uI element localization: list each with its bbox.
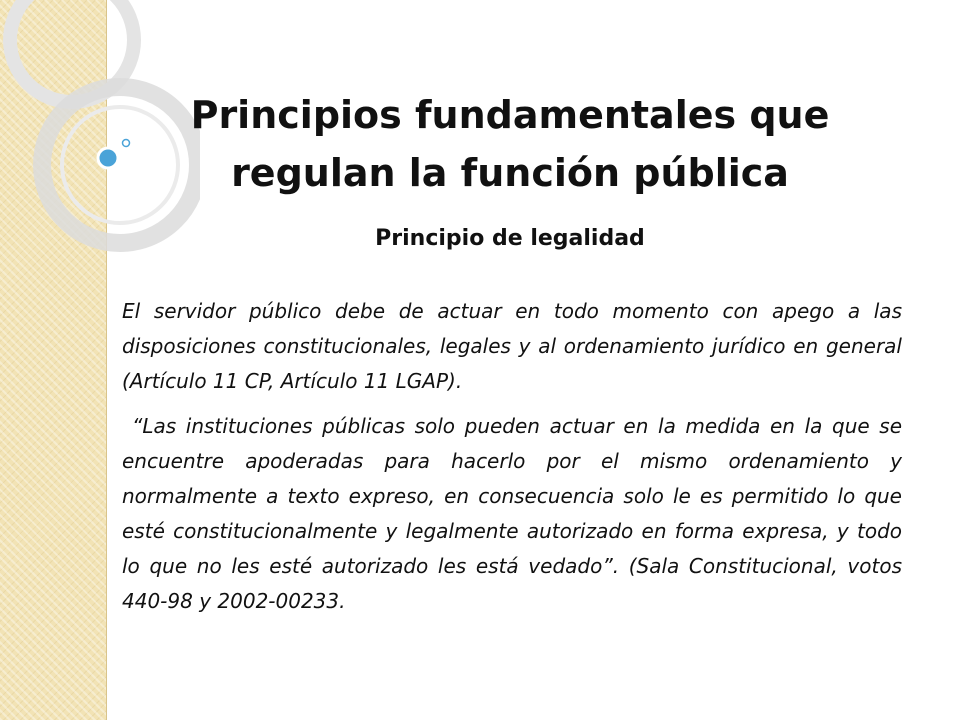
- title-line-1: Principios fundamentales que: [190, 93, 830, 137]
- paragraph-2: “Las instituciones públicas solo pueden actuar en la medida en la que se encuentre apoderadas para hacerlo por el mismo ordenamiento y normalmente a texto expreso, en consecuencia solo le es permitido lo que esté constitucionalmente y legalmente autorizado en forma expresa, y todo lo que no les esté autorizado les está vedado”. (Sala Constitucional, votos 440-98 y 2002-00233.: [122, 414, 902, 613]
- blue-dot: [98, 148, 118, 168]
- slide-title: [140, 86, 880, 202]
- small-dot: [123, 140, 130, 147]
- title-line-2: regulan la función pública: [231, 151, 789, 195]
- slide-subtitle: Principio de legalidad: [375, 226, 645, 251]
- paragraph-1: El servidor público debe de actuar en todo momento con apego a las disposiciones constitucionales, legales y al ordenamiento jurídico en general (Artículo 11 CP, Artículo 11 LGAP).: [122, 299, 902, 393]
- slide-body: [122, 294, 902, 619]
